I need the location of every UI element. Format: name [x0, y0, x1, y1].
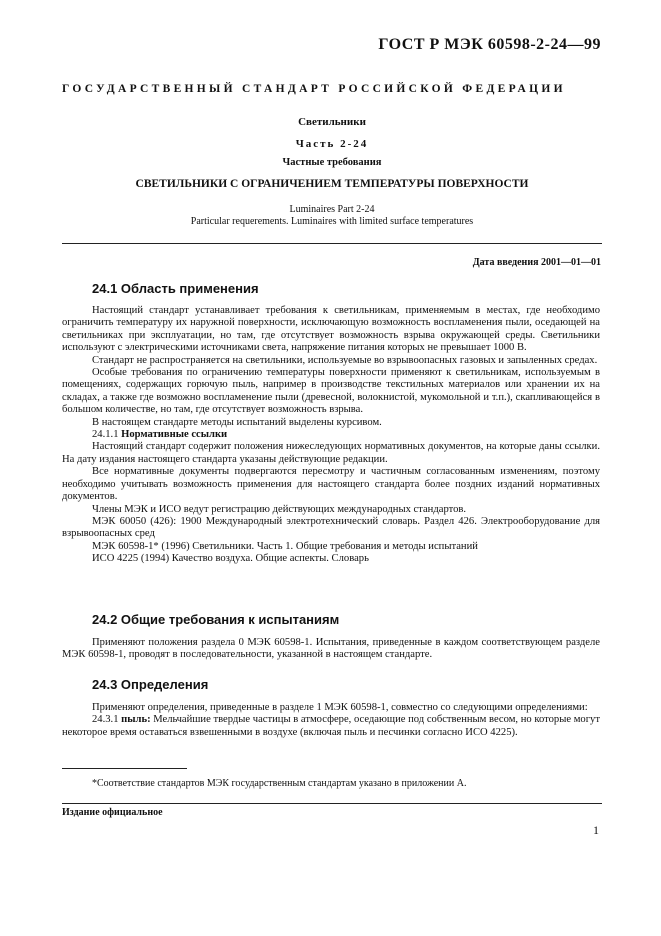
footnote-divider [62, 768, 187, 769]
subsection-title: Нормативные ссылки [121, 429, 228, 441]
section-heading-24-1: 24.1 Область применения [92, 281, 259, 296]
definition-24-3-1 [62, 714, 600, 739]
section-24-3-body [62, 702, 600, 739]
paragraph: Применяют положения раздела 0 МЭК 60598-1. Испытания, приведенные в каждом соответствующем разделе МЭК 60598-1, проводят в последовательности, указанной в настоящем стандарте. [62, 637, 600, 661]
subsection-24-1-1 [62, 429, 600, 441]
reference-item: ИСО 4225 (1994) Качество воздуха. Общие аспекты. Словарь [92, 553, 369, 565]
standard-code: ГОСТ Р МЭК 60598-2-24—99 [378, 36, 601, 53]
footnote: *Соответствие стандартов МЭК государственным стандартам указано в приложении А. [92, 778, 467, 789]
footer-divider [62, 803, 602, 804]
section-24-2-body [62, 637, 600, 662]
publication-label: Издание официальное [62, 807, 163, 818]
section-24-1-body [62, 305, 600, 566]
section-heading-24-3: 24.3 Определения [92, 677, 209, 692]
main-title: СВЕТИЛЬНИКИ С ОГРАНИЧЕНИЕМ ТЕМПЕРАТУРЫ ПОВЕРХНОСТИ [135, 178, 529, 190]
definition-number: 24.3.1 [92, 714, 119, 726]
reference-item: МЭК 60050 (426): 1900 Международный электротехнический словарь. Раздел 426. Электрооборудование для взрывоопасных сред [62, 515, 600, 540]
page-number: 1 [593, 823, 599, 837]
paragraph: В настоящем стандарте методы испытаний выделены курсивом. [92, 416, 382, 428]
subsection-number: 24.1.1 [92, 429, 119, 441]
title-line-1: Светильники [298, 116, 366, 128]
paragraph: Члены МЭК и ИСО ведут регистрацию действующих международных стандартов. [92, 503, 467, 515]
title-line-3: Частные требования [282, 157, 382, 168]
paragraph: Стандарт не распространяется на светильники, используемые во взрывоопасных газовых и запыленных средах. [92, 354, 598, 366]
paragraph: Настоящий стандарт содержит положения нижеследующих нормативных документов, на которые даны ссылки. На дату издания настоящего стандарта указаны действующие редакции. [62, 441, 600, 465]
paragraph: Особые требования по ограничению температуры поверхности применяют к светильникам, используемым в помещениях, содержащих горючую пыль, например в производстве текстильных материалов или хранении их на складах, а также где возможно воспламенение пыли (древесной, волокнистой, мукомольной и т.п.), скапливающейся в большом количестве, но там, где отсутствует возможность взрыва. [62, 367, 600, 416]
reference-item: МЭК 60598-1* (1996) Светильники. Часть 1. Общие требования и методы испытаний [92, 540, 478, 552]
introduction-date: Дата введения 2001—01—01 [472, 257, 601, 268]
federation-title: ГОСУДАРСТВЕННЫЙ СТАНДАРТ РОССИЙСКОЙ ФЕДЕРАЦИИ [62, 83, 566, 95]
paragraph: Настоящий стандарт устанавливает требования к светильникам, применяемым в местах, где необходимо ограничить температуру их наружной поверхности, исключающую возможность воспламенения пыли, оседающей на светильниках при эксплуатации, но там, где отсутствует возможность взрыва окружающей среды. Светильники используют с электрическими источниками света, напряжение питания которых не превышает 1000 В. [62, 305, 600, 354]
section-heading-24-2: 24.2 Общие требования к испытаниям [92, 612, 340, 627]
definition-text: Мельчайшие твердые частицы в атмосфере, оседающие под собственным весом, но которые могут некоторое время оставаться взвешенными в воздухе (включая пыль и песчинки согласно ИСО 4225). [62, 714, 600, 738]
title-divider [62, 243, 602, 244]
definition-term: пыль: [121, 714, 151, 726]
english-title-1: Luminaires Part 2-24 [289, 204, 375, 215]
paragraph: Все нормативные документы подвергаются пересмотру и частичным согласованным изменениям, поэтому необходимо учитывать возможность применения для настоящего стандарта более поздних изданий нормативных документов. [62, 466, 600, 503]
title-line-2: Часть 2-24 [295, 138, 369, 150]
english-title-2: Particular requerements. Luminaires with limited surface temperatures [190, 216, 474, 227]
paragraph: Применяют определения, приведенные в разделе 1 МЭК 60598-1, совместно со следующими определениями: [92, 702, 588, 713]
